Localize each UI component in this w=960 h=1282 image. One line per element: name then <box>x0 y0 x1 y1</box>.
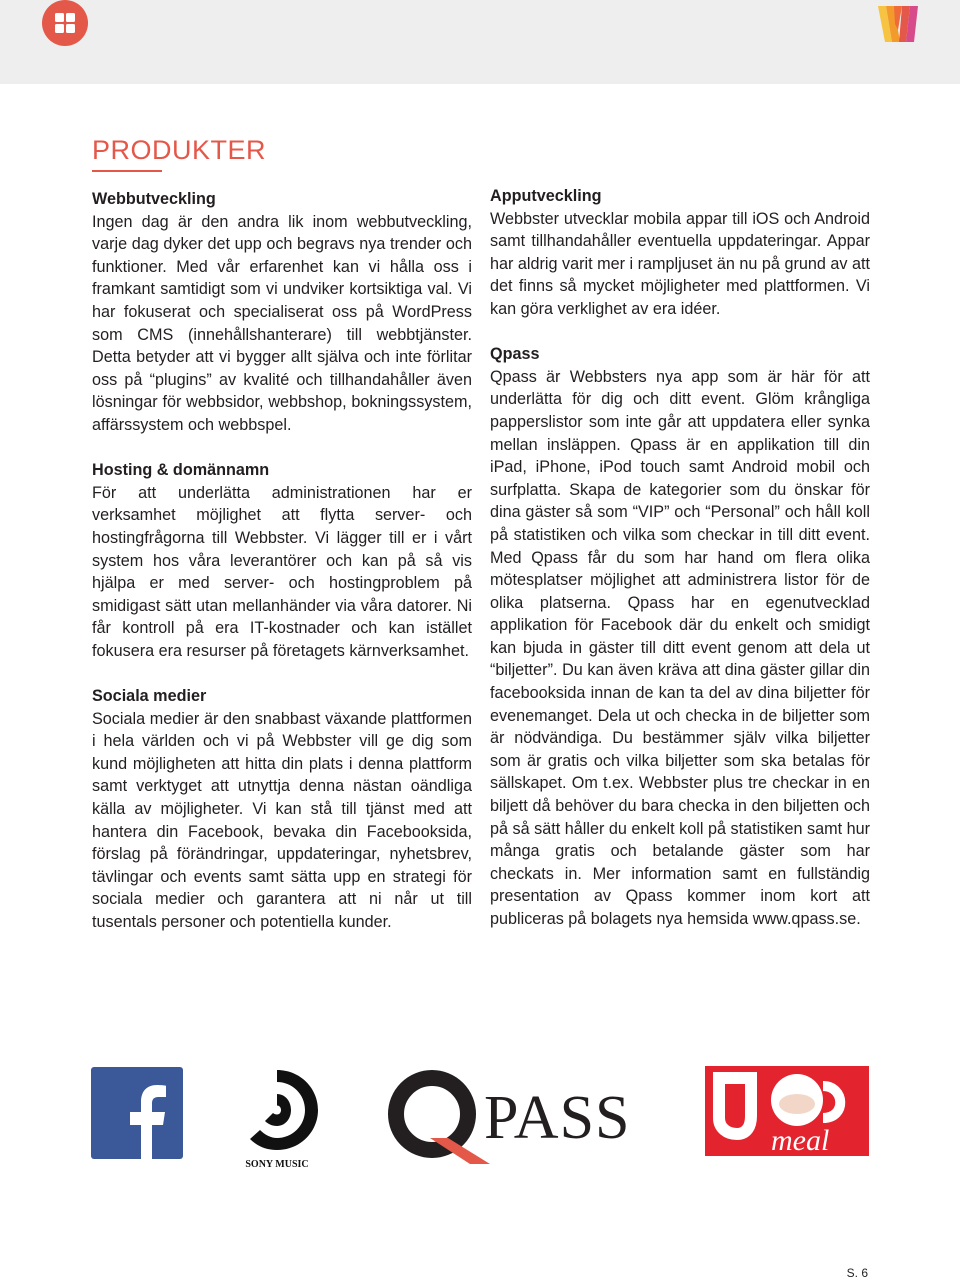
section-title: Apputveckling <box>490 187 602 205</box>
webbster-w-logo[interactable] <box>876 2 920 46</box>
section-webbutveckling <box>92 188 472 437</box>
section-body: Webbster utvecklar mobila appar till iOS och Android samt tillhandahåller eventuella uppdateringar. Appar har aldrig varit mer i rampljuset än nu på grund av att det finns så mycket möjligheter med plattformen. Vi kan göra verklighet av era idéer. <box>490 209 870 318</box>
job-meal-logo-icon <box>705 1066 869 1156</box>
job-meal-wordmark: meal <box>771 1124 830 1156</box>
page-number: S. 6 <box>846 1266 868 1280</box>
client-logos <box>0 1060 960 1170</box>
section-title: Qpass <box>490 345 540 364</box>
qpass-wordmark: PASS <box>484 1084 631 1152</box>
section-hosting <box>92 459 472 662</box>
left-column <box>92 188 472 956</box>
facebook-logo-icon <box>91 1067 183 1159</box>
section-title: Webbutveckling <box>92 190 216 208</box>
section-body: För att underlätta administrationen har er verksamhet möjlighet att flytta server- och hostingfrågorna till Webbster. Vi lägger till er i vårt system hos våra leverantörer och kan på så vis hjälpa er med server- och hostingproblem på smidigast sätt utan mellanhänder via våra datorer. Ni får kontroll på era IT-kostnader och kan istället fokusera era resurser på företagets kärnverksamhet. <box>92 483 472 660</box>
qpass-logo-icon <box>386 1068 640 1168</box>
section-title: Sociala medier <box>92 687 207 706</box>
section-apputveckling <box>490 185 870 321</box>
section-body: Qpass är Webbsters nya app som är här för att underlätta för dig och ditt event. Glöm krångliga papperslistor som inte går att uppdatera eller synka mellan insläppen. Qpass är en applikation till din iPad, iPhone, iPod touch samt Android mobil och surfplatta. Skapa de kategorier som du önskar för dina gäster så som “VIP” och “Personal” och håll koll på statistiken och vilka som checkar in till ditt event. Med Qpass får du som har hand om flera olika mötesplatser möjlighet att administrera listor för de olika platserna. Qpass har en egenutvecklad applikation för Facebook där du enkelt och smidigt kan bjuda in gäster till ditt event genom att dela ut “biljetter”. Du kan även kräva att dina gäster gillar din facebooksida innan de kan ta del av dina biljetter för evenemanget. Dela ut och checka in de biljetter som är nödvändiga. Du bestämmer själv vilka biljetter som är gratis och vilka biljetter som ska betalas för sällskapet. Om t.ex. Webbster plus tre checkar in en biljett då behöver du bara checka in den biljetten och på så sätt håller du enkelt koll på statistiken samt hur många gratis och betalande gäster som har checkats in. Mer information samt en fullständig presentation av Qpass kommer inom kort att publiceras på bolagets nya hemsida www.qpass.se. <box>490 367 870 928</box>
grid-menu-icon <box>53 11 77 35</box>
section-qpass <box>490 343 870 930</box>
page-title: PRODUKTER <box>92 135 267 165</box>
menu-button[interactable] <box>42 0 88 46</box>
section-body: Ingen dag är den andra lik inom webbutveckling, varje dag dyker det upp och begravs nya trender och funktioner. Med vår erfarenhet kan vi hålla oss i framkant samtidigt som vi undviker kortsiktiga val. Vi har fokuserat och specialiserat oss på WordPress som CMS (innehållshanterare) till webbtjänster. Detta betyder att vi bygger allt själva och inte förlitar oss på “plugins” av kvalité och tillhandahåller även lösningar för webbsidor, webbshop, bokningssystem, affärssystem och webbspel. <box>92 212 472 434</box>
section-body: Sociala medier är den snabbast växande plattformen i hela världen och vi på Webbster vill ge dig som kund möjligheten att hitta din plats i denna plattform samt verktyget att utnyttja denna nästan oändliga källa av möjligheter. Vi kan stå till tjänst med att hantera din Facebook, bevaka din Facebooksida, förslag på förändringar, uppdateringar, nyhetsbrev, tävlingar och events samt sätta upp en strategi för sociala medier och garantera att ni når ut till tusentals personer och potentiella kunder. <box>92 709 472 931</box>
section-title: Hosting & domännamn <box>92 461 270 480</box>
section-sociala-medier <box>92 685 472 934</box>
sony-music-logo-icon <box>230 1066 324 1170</box>
sony-music-wordmark: SONY MUSIC <box>245 1159 309 1170</box>
title-underline <box>92 170 162 172</box>
top-bar <box>0 0 960 84</box>
right-column <box>490 185 870 953</box>
